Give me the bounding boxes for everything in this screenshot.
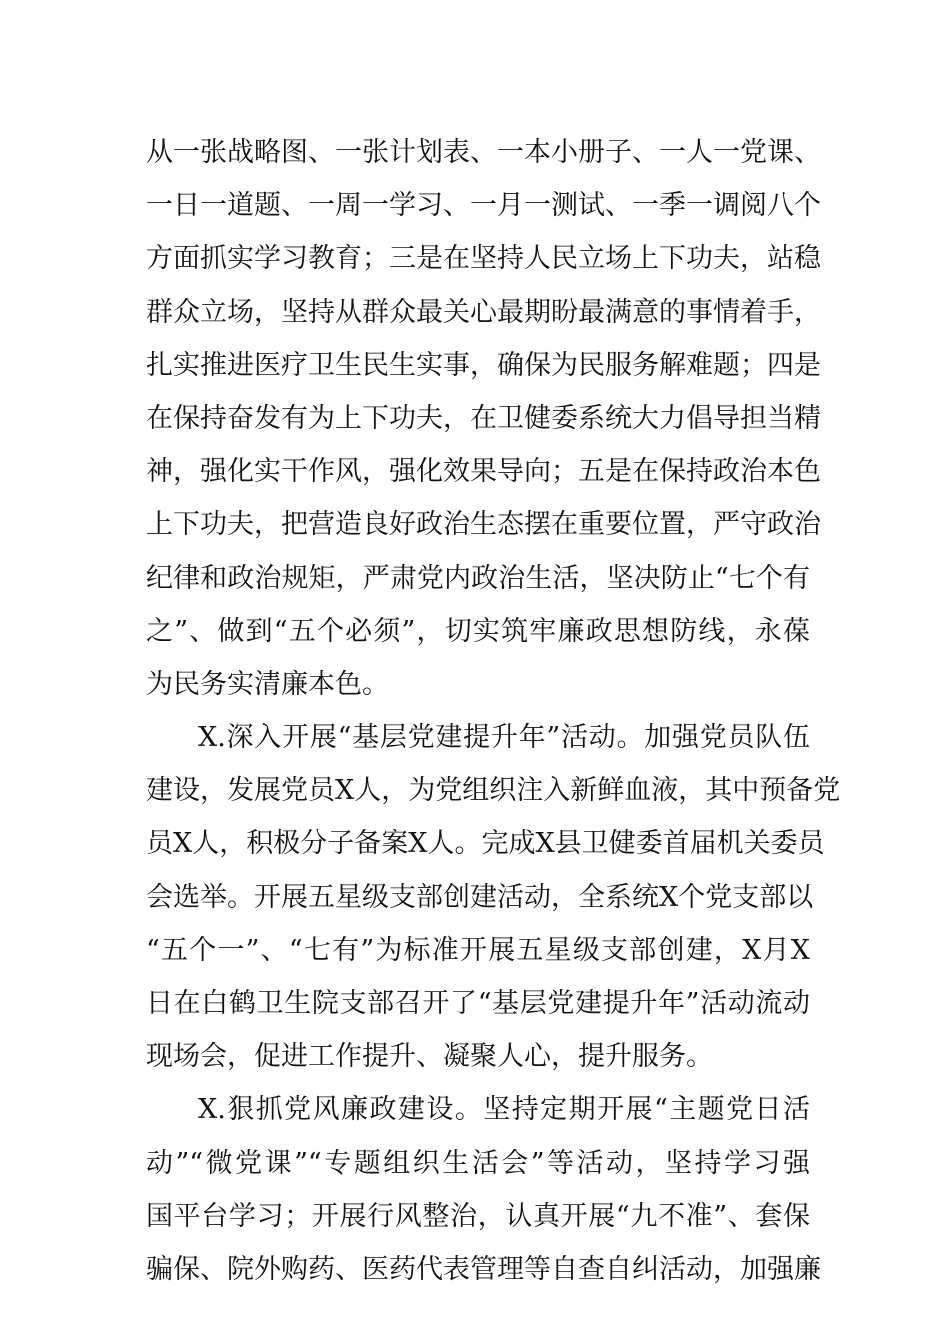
text-line: 神，强化实干作风，强化效果导向；五是在保持政治本色	[146, 456, 821, 488]
text-line: 国平台学习；开展行风整治，认真开展“九不准”、套保	[146, 1200, 810, 1232]
paragraph-heading-line: X.深入开展“基层党建提升年”活动。加强党员队伍	[198, 722, 810, 754]
document-body	[146, 126, 841, 1296]
text-line: 骗保、院外购药、医药代表管理等自查自纠活动，加强廉	[146, 1253, 821, 1285]
text-line: 群众立场，坚持从群众最关心最期盼最满意的事情着手，	[146, 296, 821, 328]
text-line: 建设，发展党员X人，为党组织注入新鲜血液，其中预备党	[146, 775, 841, 807]
text-line: 纪律和政治规矩，严肃党内政治生活，坚决防止“七个有	[146, 562, 810, 594]
paragraph-heading-line: X.狠抓党风廉政建设。坚持定期开展“主题党日活	[198, 1094, 810, 1126]
text-line: 日在白鹤卫生院支部召开了“基层党建提升年”活动流动	[146, 988, 810, 1019]
text-line: 现场会，促进工作提升、凝聚人心，提升服务。	[146, 1041, 713, 1073]
text-line: 上下功夫，把营造良好政治生态摆在重要位置，严守政治	[146, 509, 821, 541]
text-line: 为民务实清廉本色。	[146, 668, 389, 700]
text-line: 在保持奋发有为上下功夫，在卫健委系统大力倡导担当精	[146, 402, 821, 434]
text-line: 一日一道题、一周一学习、一月一测试、一季一调阅八个	[146, 190, 821, 222]
text-line: 动”“微党课”“专题组织生活会”等活动，坚持学习强	[146, 1147, 810, 1179]
text-line: 之”、做到“五个必须”，切实筑牢廉政思想防线，永葆	[146, 615, 810, 647]
text-line: 方面抓实学习教育；三是在坚持人民立场上下功夫，站稳	[146, 243, 821, 275]
text-line: 从一张战略图、一张计划表、一本小册子、一人一党课、	[146, 137, 821, 168]
text-line: “五个一”、“七有”为标准开展五星级支部创建，X月X	[146, 934, 810, 966]
text-line: 员X人，积极分子备案X人。完成X县卫健委首届机关委员	[146, 828, 825, 860]
text-line: 会选举。开展五星级支部创建活动，全系统X个党支部以	[146, 881, 814, 913]
text-line: 扎实推进医疗卫生民生实事，确保为民服务解难题；四是	[146, 349, 821, 381]
